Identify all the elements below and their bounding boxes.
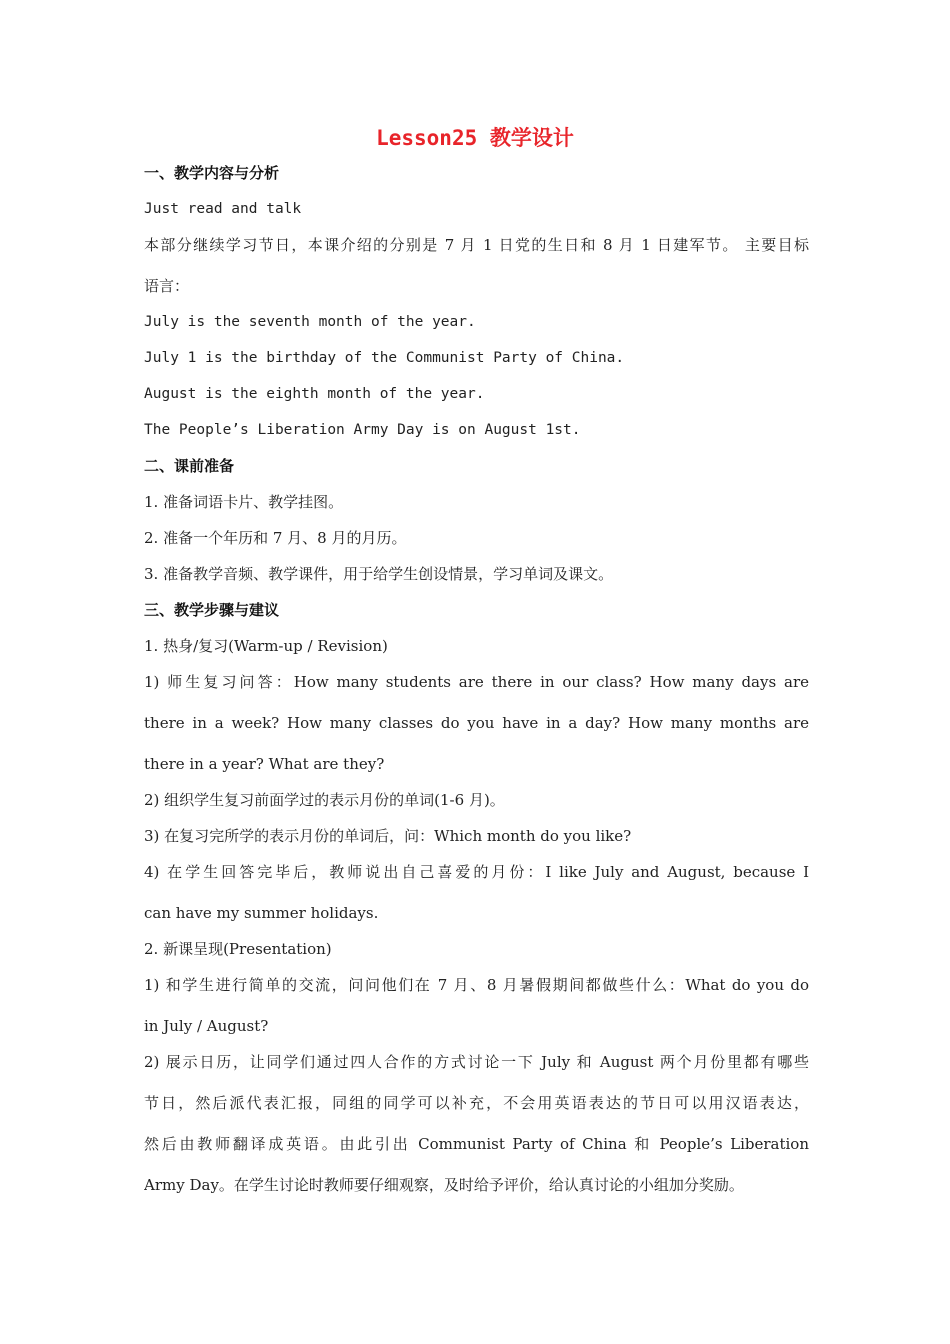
- paragraph-line: in July / August?: [144, 1017, 269, 1035]
- list-item: 3. 准备教学音频、教学课件，用于给学生创设情景，学习单词及课文。: [144, 565, 614, 583]
- section-heading-preparation: 二、课前准备: [144, 457, 235, 475]
- paragraph-line: 4) 在学生回答完毕后，教师说出自己喜爱的月份：I like July and August, because I: [144, 863, 809, 881]
- paragraph-line: 2) 组织学生复习前面学过的表示月份的单词(1-6 月)。: [144, 791, 505, 809]
- paragraph-line: 1) 和学生进行简单的交流，问问他们在 7 月、8 月暑假期间都做些什么：What do you do: [144, 976, 809, 994]
- paragraph-line: 3) 在复习完所学的表示月份的单词后，问：Which month do you like?: [144, 827, 632, 845]
- paragraph-line: there in a week? How many classes do you have in a day? How many months are: [144, 714, 809, 732]
- list-item: 1. 准备词语卡片、教学挂图。: [144, 493, 344, 511]
- target-sentence: July 1 is the birthday of the Communist Party of China.: [144, 350, 625, 366]
- paragraph-line: 2) 展示日历，让同学们通过四人合作的方式讨论一下 July 和 August 两个月份里都有哪些: [144, 1053, 809, 1071]
- paragraph-line: 1) 师生复习问答：How many students are there in our class? How many days are: [144, 673, 809, 691]
- target-sentence: August is the eighth month of the year.: [144, 386, 485, 402]
- section-heading-content-analysis: 一、教学内容与分析: [144, 164, 280, 182]
- target-sentence: July is the seventh month of the year.: [144, 314, 476, 330]
- paragraph-line: 本部分继续学习节日，本课介绍的分别是 7 月 1 日党的生日和 8 月 1 日建军节。 主要目标: [144, 236, 809, 254]
- paragraph-line: there in a year? What are they?: [144, 755, 385, 773]
- paragraph-line: can have my summer holidays.: [144, 904, 379, 922]
- paragraph-line: Army Day。在学生讨论时教师要仔细观察，及时给予评价，给认真讨论的小组加分奖励。: [144, 1176, 744, 1194]
- sub-heading-warm-up: 1. 热身/复习(Warm-up / Revision): [144, 637, 388, 655]
- list-item: 2. 准备一个年历和 7 月、8 月的月历。: [144, 529, 407, 547]
- paragraph-line: 节日，然后派代表汇报，同组的同学可以补充，不会用英语表达的节日可以用汉语表达，: [144, 1094, 809, 1112]
- paragraph-line: 语言：: [144, 277, 190, 295]
- section-heading-teaching-steps: 三、教学步骤与建议: [144, 601, 280, 619]
- paragraph-line: 然后由教师翻译成英语。由此引出 Communist Party of China 和 People’s Liberation: [144, 1135, 809, 1153]
- paragraph-line: Just read and talk: [144, 201, 302, 217]
- document-title: Lesson25 教学设计: [376, 126, 574, 150]
- sub-heading-presentation: 2. 新课呈现(Presentation): [144, 940, 332, 958]
- target-sentence: The People’s Liberation Army Day is on August 1st.: [144, 422, 581, 438]
